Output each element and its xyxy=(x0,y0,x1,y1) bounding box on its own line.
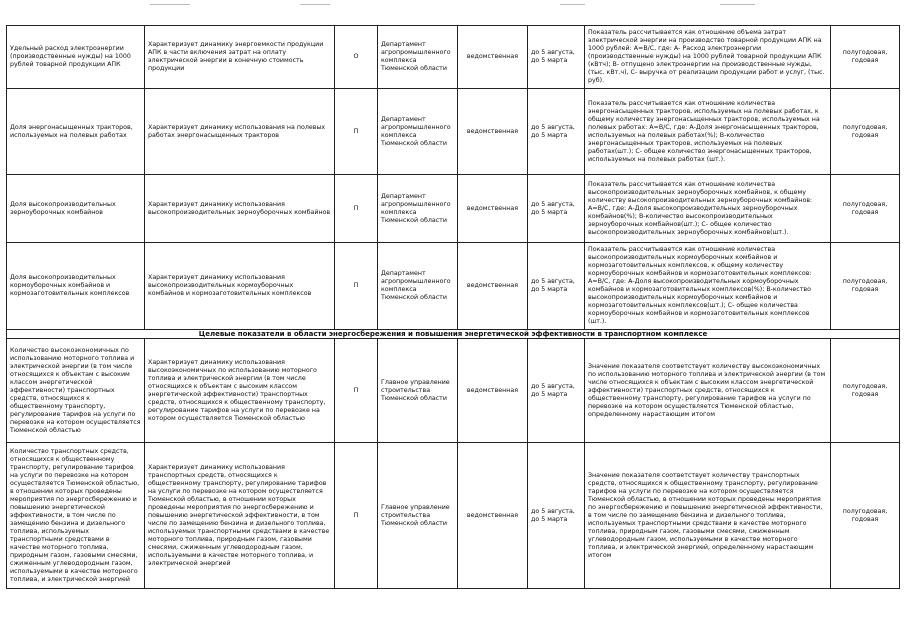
indicator-type-cell: О xyxy=(335,26,378,89)
method-cell: Показатель рассчитывается как отношение количества высокопроизводительных кормоуборочных комбайнов и кормозаготовительных комплексов, к общему количеству кормоуборочных комбайнов и кормозаготовительных комплексов: А=В/С, где: А-Доля высокопроизводительных кормоуборочных комбайнов и кормозаготовительных комплексов(%); В-количество высокопроизводительных кормоуборочных комбайнов и кормозаготовительных комплексов(шт.); С- общее количества кормоуборочных комбайнов и кормозаготовительных комплексов (шт.). xyxy=(585,243,831,330)
method-cell: Значение показателя соответствует количеству высокоэкономичных по использованию моторного топлива и электрической энергии (в том числе относящихся к объектам с высоким классом энергетической эффективности) транспортных средств, относящихся к общественному транспорту, регулирование тарифов на услуги по перевозке на котором осуществляется Тюменской областью, определенному нарастающим итогом xyxy=(585,339,831,443)
table-row xyxy=(7,26,900,89)
indicator-name-cell: Количество высокоэкономичных по использованию моторного топлива и электрической энергии (в том числе относящихся к объектам с высоким классом энергетической эффективности) транспортных средств, относящихся к общественному транспорту, регулирование тарифов на услуги по перевозке на котором осуществляется Тюменской областью xyxy=(7,339,145,443)
method-cell: Показатель рассчитывается как отношение количества высокопроизводительных зерноуборочных комбайнов, к общему количеству высокопроизводительных зерноуборочных комбайнов: А=В/С, где: А-Доля высокопроизводительных зерноуборочных комбайнов(%); В-количество высокопроизводительных зерноуборочных комбайнов(шт.); С- общее количество высокопроизводительных зерноуборочных комбайнов(шт.). xyxy=(585,175,831,243)
section-header-row xyxy=(7,330,900,339)
table-row xyxy=(7,443,900,589)
method-cell: Значение показателя соответствует количеству транспортных средств, относящихся к общественному транспорту, регулирование тарифов на услуги по перевозке на котором осуществляется Тюменской областью, в отношении которых проведены мероприятия по энергосбережению и повышению энергетической эффективности, в том числе по замещению бензина и дизельного топлива, используемых транспортными средствами в качестве моторного топлива, природным газом, газовыми смесями, сжиженным углеводородным газом, используемыми в качестве моторного топлива, и электрической энергией, определенному нарастающим итогом xyxy=(585,443,831,589)
scan-top-edge xyxy=(0,0,905,12)
indicator-name-cell: Доля высокопроизводительных кормоуборочных комбайнов и кормозаготовительных комплексов xyxy=(7,243,145,330)
source-cell: ведомственная xyxy=(458,339,528,443)
period-cell: полугодовая, годовая xyxy=(831,243,900,330)
deadline-cell: до 5 августа, до 5 марта xyxy=(528,89,585,175)
period-cell: полугодовая, годовая xyxy=(831,443,900,589)
period-cell: полугодовая, годовая xyxy=(831,26,900,89)
indicator-name-cell: Доля энергонасыщенных тракторов, используемых на полевых работах xyxy=(7,89,145,175)
indicator-type-cell: П xyxy=(335,243,378,330)
source-cell: ведомственная xyxy=(458,26,528,89)
indicator-purpose-cell: Характеризует динамику использования высокопроизводительных зерноуборочных комбайнов xyxy=(145,175,335,243)
indicator-purpose-cell: Характеризует динамику использования высокопроизводительных кормоуборочных комбайнов и кормозаготовительных комплексов xyxy=(145,243,335,330)
table-row xyxy=(7,89,900,175)
responsible-cell: Департамент агропромышленного комплекса Тюменской области xyxy=(378,243,458,330)
indicator-type-cell: П xyxy=(335,443,378,589)
indicator-name-cell: Количество транспортных средств, относящихся к общественному транспорту, регулирование тарифов на услуги по перевозке на котором осуществляется Тюменской областью, в отношении которых проведены мероприятия по энергосбережению и повышению энергетической эффективности, в том числе по замещению бензина и дизельного топлива, используемых транспортными средствами в качестве моторного топлива, природным газом, газовыми смесями, сжиженным углеводородным газом, используемыми в качестве моторного топлива, и электрической энергией xyxy=(7,443,145,589)
responsible-cell: Департамент агропромышленного комплекса Тюменской области xyxy=(378,26,458,89)
deadline-cell: до 5 августа, до 5 марта xyxy=(528,243,585,330)
indicator-name-cell: Удельный расход электроэнергии (производственные нужды) на 1000 рублей товарной продукции АПК xyxy=(7,26,145,89)
responsible-cell: Главное управление строительства Тюменской области xyxy=(378,443,458,589)
table-row xyxy=(7,175,900,243)
section-title: Целевые показатели в области энергосбережения и повышения энергетической эффективности в транспортном комплексе xyxy=(7,330,900,339)
indicator-type-cell: П xyxy=(335,339,378,443)
responsible-cell: Департамент агропромышленного комплекса Тюменской области xyxy=(378,175,458,243)
indicator-purpose-cell: Характеризует динамику использования высокоэкономичных по использованию моторного топлива и электрической энергии (в том числе относящихся к объектам с высоким классом энергетической эффективности) транспортных средств, относящихся к общественному транспорту, регулирование тарифов на услуги по перевозке на котором осуществляется Тюменской областью xyxy=(145,339,335,443)
source-cell: ведомственная xyxy=(458,175,528,243)
method-cell: Показатель рассчитывается как отношение количества энергонасыщенных тракторов, используемых на полевых работах, к общему количеству энергонасыщенных тракторов, используемых на полевых работах: А=В/С, где: А-Доля энергонасыщенных тракторов, используемых на полевых работах(%); В-количество энергонасыщенных тракторов, используемых на полевых работах(шт.); С- общее количество энергонасыщенных тракторов, используемых на полевых работах (шт.). xyxy=(585,89,831,175)
period-cell: полугодовая, годовая xyxy=(831,339,900,443)
responsible-cell: Департамент агропромышленного комплекса Тюменской области xyxy=(378,89,458,175)
indicator-name-cell: Доля высокопроизводительных зерноуборочных комбайнов xyxy=(7,175,145,243)
source-cell: ведомственная xyxy=(458,89,528,175)
indicator-type-cell: П xyxy=(335,175,378,243)
table-row xyxy=(7,339,900,443)
period-cell: полугодовая, годовая xyxy=(831,89,900,175)
indicator-type-cell: П xyxy=(335,89,378,175)
deadline-cell: до 5 августа, до 5 марта xyxy=(528,26,585,89)
table-row xyxy=(7,243,900,330)
indicator-purpose-cell: Характеризует динамику энергоемкости продукции АПК в части включения затрат на оплату электрической энергии в конечную стоимость продукции xyxy=(145,26,335,89)
source-cell: ведомственная xyxy=(458,243,528,330)
period-cell: полугодовая, годовая xyxy=(831,175,900,243)
source-cell: ведомственная xyxy=(458,443,528,589)
indicator-purpose-cell: Характеризует динамику использования транспортных средств, относящихся к общественному транспорту, регулирование тарифов на услуги по перевозке на котором осуществляется Тюменской областью, в отношении которых проведены мероприятия по энергосбережению и повышению энергетической эффективности, в том числе по замещению бензина и дизельного топлива, используемых транспортными средствами в качестве моторного топлива, природным газом, газовыми смесями, сжиженным углеводородным газом, используемыми в качестве моторного топлива, и электрической энергией xyxy=(145,443,335,589)
indicators-table xyxy=(6,25,900,589)
deadline-cell: до 5 августа, до 5 марта xyxy=(528,175,585,243)
deadline-cell: до 5 августа, до 5 марта xyxy=(528,339,585,443)
indicator-purpose-cell: Характеризует динамику использования на полевых работах энергонасыщенных тракторов xyxy=(145,89,335,175)
method-cell: Показатель рассчитывается как отношение объема затрат электрической энергии на производство товарной продукции АПК на 1000 рублей: А=В/С, где: А- Расход электроэнергии (производственные нужды) на 1000 рублей товарной продукции АПК (кВтч); В- отпущено электроэнергии на производственные нужды, (тыс. кВт.ч), С- выручка от реализации продукции работ и услуг, (тыс. руб). xyxy=(585,26,831,89)
deadline-cell: до 5 августа, до 5 марта xyxy=(528,443,585,589)
responsible-cell: Главное управление строительства Тюменской области xyxy=(378,339,458,443)
